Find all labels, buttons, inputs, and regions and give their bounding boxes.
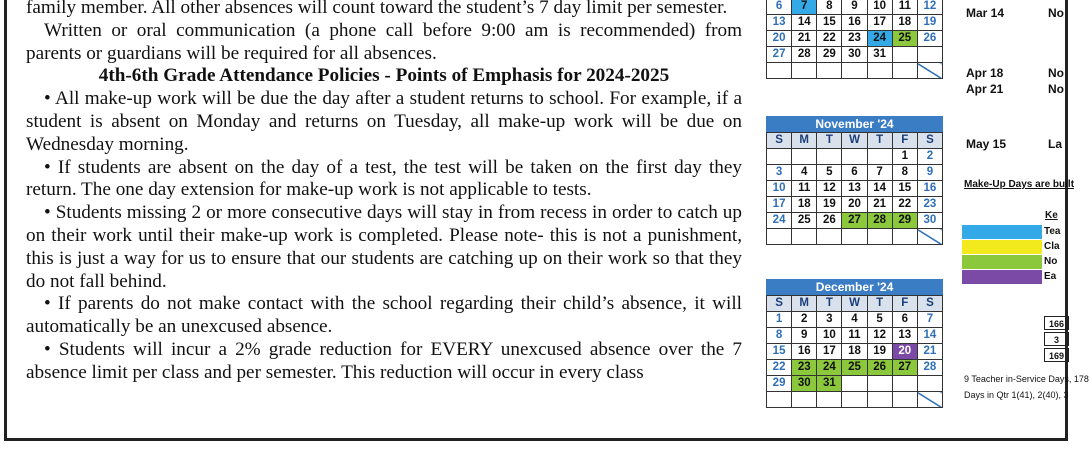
calendar-day bbox=[842, 149, 867, 165]
key-item bbox=[962, 270, 1063, 284]
calendar-day bbox=[867, 392, 892, 408]
weekday-label: W bbox=[842, 133, 867, 149]
calendar-day: 3 bbox=[767, 165, 792, 181]
bullet-item: • If students are absent on the day of a test, the test will be taken on the first day they return. The one day extension for make-up work is not applicable to tests. bbox=[26, 156, 742, 201]
calendar-day bbox=[792, 392, 817, 408]
event-text: La bbox=[1048, 137, 1063, 151]
week-row bbox=[767, 31, 943, 47]
weekday-label: F bbox=[892, 296, 917, 312]
calendar-day: 23 bbox=[917, 197, 942, 213]
event-date: Apr 18 bbox=[966, 66, 1004, 80]
weekday-label: S bbox=[917, 133, 942, 149]
event-text: No bbox=[1048, 82, 1064, 96]
calendar-day: 4 bbox=[842, 312, 867, 328]
key-label: No bbox=[1044, 256, 1058, 267]
weekday-label: S bbox=[767, 296, 792, 312]
calendar-day: 15 bbox=[817, 15, 842, 31]
calendar-day bbox=[792, 149, 817, 165]
calendar-day: 7 bbox=[867, 165, 892, 181]
calendar-day: 28 bbox=[867, 213, 892, 229]
calendar-day: 17 bbox=[817, 344, 842, 360]
calendar-day: 25 bbox=[892, 31, 917, 47]
event-date: Mar 14 bbox=[966, 6, 1005, 20]
calendar-day: 7 bbox=[917, 312, 942, 328]
week-row bbox=[767, 344, 943, 360]
event-date: Apr 21 bbox=[966, 82, 1004, 96]
weekday-label: M bbox=[792, 133, 817, 149]
calendar-day bbox=[842, 63, 867, 79]
calendar-day: 14 bbox=[917, 328, 942, 344]
calendar-day: 7 bbox=[792, 0, 817, 15]
calendar-day: 9 bbox=[792, 328, 817, 344]
weekday-label: T bbox=[867, 133, 892, 149]
calendar-day: 18 bbox=[892, 15, 917, 31]
calendar-day: 11 bbox=[792, 181, 817, 197]
calendar-day: 20 bbox=[892, 344, 917, 360]
calendar-day: 11 bbox=[892, 0, 917, 15]
calendar-day: 27 bbox=[892, 360, 917, 376]
event-text: No bbox=[1048, 66, 1064, 80]
calendar-day bbox=[767, 392, 792, 408]
weekday-label: T bbox=[817, 133, 842, 149]
calendar-day bbox=[917, 63, 942, 79]
week-row bbox=[767, 0, 943, 15]
week-row bbox=[767, 213, 943, 229]
calendar-grid bbox=[766, 0, 943, 79]
calendar-day bbox=[817, 149, 842, 165]
calendar-day: 13 bbox=[892, 328, 917, 344]
week-row bbox=[767, 360, 943, 376]
calendar-day: 5 bbox=[867, 312, 892, 328]
calendar-day: 30 bbox=[917, 213, 942, 229]
calendar-title: December '24 bbox=[766, 279, 943, 295]
footnote: Days in Qtr 1(41), 2(40), 3 bbox=[964, 390, 1069, 400]
week-row bbox=[767, 15, 943, 31]
calendar-day: 10 bbox=[767, 181, 792, 197]
weekday-label: M bbox=[792, 296, 817, 312]
weekday-label: T bbox=[817, 296, 842, 312]
calendar-grid bbox=[766, 132, 943, 245]
calendar-day: 8 bbox=[767, 328, 792, 344]
calendar-day: 22 bbox=[892, 197, 917, 213]
calendar-day: 31 bbox=[867, 47, 892, 63]
calendar-day bbox=[892, 63, 917, 79]
calendar-day: 26 bbox=[917, 31, 942, 47]
key-label: Ea bbox=[1044, 271, 1057, 282]
calendar-day: 16 bbox=[917, 181, 942, 197]
calendar-day: 3 bbox=[817, 312, 842, 328]
week-row bbox=[767, 229, 943, 245]
week-row bbox=[767, 312, 943, 328]
calendar-day: 6 bbox=[842, 165, 867, 181]
calendar-day bbox=[817, 229, 842, 245]
week-row bbox=[767, 149, 943, 165]
calendar-day: 22 bbox=[767, 360, 792, 376]
calendar-day bbox=[892, 376, 917, 392]
calendar-day: 8 bbox=[817, 0, 842, 15]
calendar-day: 23 bbox=[842, 31, 867, 47]
calendar-day: 25 bbox=[842, 360, 867, 376]
calendar-october bbox=[766, 0, 943, 79]
week-row bbox=[767, 328, 943, 344]
calendar-day: 19 bbox=[867, 344, 892, 360]
calendar-day: 12 bbox=[817, 181, 842, 197]
bullet-item: • Students missing 2 or more consecutive days will stay in from recess in order to catch up on their work until their make-up work is completed. Please note- this is not a punishment, this is just a way for us to ensure that our students are catching up on their work so that they do not fall behind. bbox=[26, 202, 742, 292]
weekday-header-row bbox=[767, 133, 943, 149]
calendar-day: 9 bbox=[842, 0, 867, 15]
calendar-day: 14 bbox=[792, 15, 817, 31]
calendar-grid bbox=[766, 295, 943, 408]
calendar-day: 23 bbox=[792, 360, 817, 376]
calendar-day: 19 bbox=[917, 15, 942, 31]
calendar-day bbox=[917, 376, 942, 392]
calendar-day bbox=[867, 149, 892, 165]
calendar-day: 18 bbox=[792, 197, 817, 213]
calendar-day bbox=[767, 229, 792, 245]
weekday-label: S bbox=[767, 133, 792, 149]
calendar-day: 21 bbox=[917, 344, 942, 360]
calendar-day: 24 bbox=[867, 31, 892, 47]
calendar-day: 10 bbox=[867, 0, 892, 15]
event-text: No bbox=[1048, 6, 1064, 20]
key-swatch bbox=[962, 255, 1042, 269]
key-swatch bbox=[962, 240, 1042, 254]
key-label: Cla bbox=[1044, 241, 1060, 252]
calendar-day: 25 bbox=[792, 213, 817, 229]
calendar-day: 28 bbox=[792, 47, 817, 63]
calendar-day: 4 bbox=[792, 165, 817, 181]
stat-value: 169 bbox=[1044, 348, 1069, 362]
week-row bbox=[767, 47, 943, 63]
calendar-day bbox=[842, 376, 867, 392]
calendar-day bbox=[817, 392, 842, 408]
calendar-day bbox=[792, 63, 817, 79]
calendar-day: 1 bbox=[892, 149, 917, 165]
calendar-day: 9 bbox=[917, 165, 942, 181]
key-title: Ke bbox=[1045, 210, 1058, 221]
calendar-day bbox=[817, 63, 842, 79]
calendar-day bbox=[842, 392, 867, 408]
calendar-day: 14 bbox=[867, 181, 892, 197]
key-swatch bbox=[962, 225, 1042, 239]
calendar-day: 29 bbox=[892, 213, 917, 229]
calendar-day: 21 bbox=[792, 31, 817, 47]
calendar-day: 10 bbox=[817, 328, 842, 344]
calendar-day: 11 bbox=[842, 328, 867, 344]
week-row bbox=[767, 392, 943, 408]
calendar-day bbox=[892, 229, 917, 245]
event-date: May 15 bbox=[966, 137, 1007, 151]
calendar-day: 22 bbox=[817, 31, 842, 47]
calendar-day bbox=[767, 63, 792, 79]
calendar-day: 13 bbox=[767, 15, 792, 31]
calendar-day: 2 bbox=[792, 312, 817, 328]
calendar-day: 17 bbox=[867, 15, 892, 31]
paragraph: family member. All other absences will count toward the student’s 7 day limit per semester. bbox=[26, 0, 728, 18]
bullet-item: • All make-up work will be due the day after a student returns to school. For example, if a student is absent on Monday and returns on Tuesday, all make-up work will be due on Wednesday morning. bbox=[26, 88, 742, 155]
calendar-day bbox=[842, 229, 867, 245]
calendar-day: 15 bbox=[892, 181, 917, 197]
calendar-day: 24 bbox=[767, 213, 792, 229]
weekday-label: T bbox=[867, 296, 892, 312]
calendar-day: 31 bbox=[817, 376, 842, 392]
calendar-day bbox=[867, 229, 892, 245]
calendar-day: 5 bbox=[817, 165, 842, 181]
calendar-day bbox=[917, 47, 942, 63]
calendar-day: 17 bbox=[767, 197, 792, 213]
calendar-day bbox=[767, 149, 792, 165]
calendar-day bbox=[867, 63, 892, 79]
paragraph: Written or oral communication (a phone call before 9:00 am is recommended) from parents or guardians will be required for all absences. bbox=[26, 19, 742, 64]
calendar-day: 12 bbox=[917, 0, 942, 15]
calendar-day: 30 bbox=[842, 47, 867, 63]
calendar-day: 2 bbox=[917, 149, 942, 165]
calendar-day bbox=[892, 392, 917, 408]
week-row bbox=[767, 376, 943, 392]
calendar-day: 24 bbox=[817, 360, 842, 376]
key-item bbox=[962, 255, 1063, 269]
calendar-day bbox=[867, 376, 892, 392]
calendar-day: 27 bbox=[767, 47, 792, 63]
calendar-day: 21 bbox=[867, 197, 892, 213]
calendar-day: 13 bbox=[842, 181, 867, 197]
makeup-note: Make-Up Days are built bbox=[964, 179, 1075, 190]
calendar-day bbox=[917, 392, 942, 408]
stat-value: 3 bbox=[1044, 332, 1069, 346]
weekday-header-row bbox=[767, 296, 943, 312]
calendar-day: 1 bbox=[767, 312, 792, 328]
calendar-day: 20 bbox=[842, 197, 867, 213]
calendar-day: 28 bbox=[917, 360, 942, 376]
weekday-label: W bbox=[842, 296, 867, 312]
bullet-item: • If parents do not make contact with the school regarding their child’s absence, it will automatically be an unexcused absence. bbox=[26, 293, 742, 338]
footnote: 9 Teacher in-Service Days, 178 bbox=[964, 374, 1089, 384]
calendar-day: 20 bbox=[767, 31, 792, 47]
calendar-day bbox=[792, 229, 817, 245]
weekday-label: F bbox=[892, 133, 917, 149]
week-row bbox=[767, 165, 943, 181]
calendar-day: 12 bbox=[867, 328, 892, 344]
week-row bbox=[767, 181, 943, 197]
bullet-item: • Students will incur a 2% grade reduction for EVERY unexcused absence over the 7 absence limit per class and per semester. This reduction will occur in every class bbox=[26, 338, 742, 383]
calendar-day: 15 bbox=[767, 344, 792, 360]
calendar-day: 6 bbox=[892, 312, 917, 328]
calendar-day: 30 bbox=[792, 376, 817, 392]
key-label: Tea bbox=[1044, 226, 1061, 237]
calendar-day: 26 bbox=[867, 360, 892, 376]
calendar-day: 6 bbox=[767, 0, 792, 15]
policy-text bbox=[26, 0, 742, 385]
week-row bbox=[767, 197, 943, 213]
calendar-december bbox=[766, 279, 943, 408]
calendar-title: November '24 bbox=[766, 116, 943, 132]
calendar-day: 16 bbox=[792, 344, 817, 360]
calendar-day bbox=[917, 229, 942, 245]
calendar-day: 27 bbox=[842, 213, 867, 229]
calendar-day: 29 bbox=[817, 47, 842, 63]
week-row bbox=[767, 63, 943, 79]
calendar-day: 29 bbox=[767, 376, 792, 392]
policy-heading: 4th-6th Grade Attendance Policies - Points of Emphasis for 2024-2025 bbox=[98, 65, 670, 87]
key-item bbox=[962, 225, 1063, 239]
calendar-day: 8 bbox=[892, 165, 917, 181]
calendar-day bbox=[892, 47, 917, 63]
calendar-november bbox=[766, 116, 943, 245]
calendar-day: 19 bbox=[817, 197, 842, 213]
calendar-day: 18 bbox=[842, 344, 867, 360]
calendar-day: 16 bbox=[842, 15, 867, 31]
key-item bbox=[962, 240, 1063, 254]
key-swatch bbox=[962, 270, 1042, 284]
weekday-label: S bbox=[917, 296, 942, 312]
calendar-day: 26 bbox=[817, 213, 842, 229]
stat-value: 166 bbox=[1044, 316, 1069, 330]
